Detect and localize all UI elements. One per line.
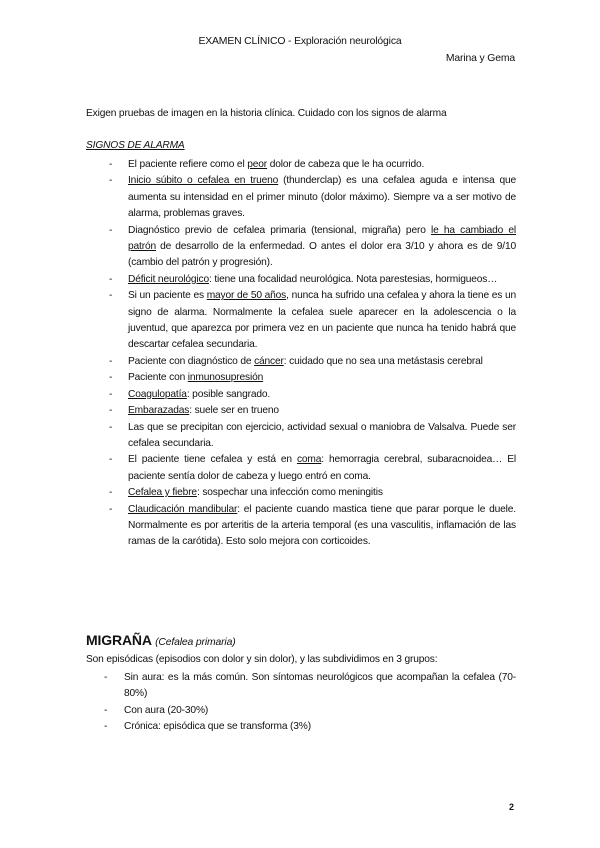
bullet-dash: -: [104, 721, 108, 733]
bullet-dash: -: [109, 290, 113, 302]
migrana-types-list: [86, 670, 516, 736]
item-text: Con aura (20-30%): [124, 704, 209, 716]
underlined-keyword: inmunosupresión: [187, 372, 264, 384]
bullet-dash: -: [109, 224, 113, 236]
underlined-keyword: Déficit neurológico: [128, 273, 209, 285]
item-text: El paciente refiere como el: [128, 159, 248, 170]
bullet-dash: -: [109, 454, 113, 466]
item-text: : sospechar una infección como meningitis: [196, 487, 383, 499]
list-item: [86, 485, 516, 501]
item-text: El paciente tiene cefalea y está en: [128, 454, 297, 466]
bullet-dash: -: [109, 487, 113, 499]
underlined-keyword: coma: [296, 454, 322, 466]
item-text: , nunca ha sufrido una cefalea y ahora la tiene es un signo de alarma. Normalmente la cefalea suele aparecer en la adolescencia o la juventud, que aparezca por primera vez en un paciente que nunca ha tenido habrá que descartar cefalea secundaria.: [128, 290, 517, 351]
underlined-keyword: Coagulopatía: [128, 388, 187, 400]
bullet-dash: -: [109, 159, 113, 170]
list-item: [86, 403, 516, 419]
intro-paragraph: Exigen pruebas de imagen en la historia clínica. Cuidado con los signos de alarma: [86, 108, 447, 119]
list-item: [86, 354, 516, 370]
item-text: : hemorragia cerebral, subaracnoidea… El paciente sentía dolor de cabeza y luego entró en coma.: [128, 454, 516, 482]
document-title: EXAMEN CLÍNICO - Exploración neurológica: [198, 36, 402, 47]
item-text: Las que se precipitan con ejercicio, actividad sexual o maniobra de Valsalva. Puede ser cefalea secundaria.: [128, 421, 516, 449]
list-item: [86, 223, 516, 272]
bullet-dash: -: [109, 355, 113, 367]
item-text: (thunderclap) es una cefalea aguda e intensa que aumenta su intensidad en el primer minuto (dolor máximo). Siempre va a ser motivo de alarma, problemas graves.: [128, 175, 516, 220]
bullet-dash: -: [109, 273, 113, 285]
bullet-dash: -: [109, 175, 113, 187]
item-text: : tiene una focalidad neurológica. Nota parestesias, hormigueos…: [208, 273, 498, 285]
underlined-keyword: Cefalea y fiebre: [128, 487, 197, 499]
item-text: : cuidado que no sea una metástasis cerebral: [283, 355, 483, 367]
migrana-subtitle: (Cefalea primaria): [155, 637, 236, 648]
underlined-keyword: Embarazadas: [128, 405, 190, 417]
item-text: : posible sangrado.: [186, 388, 271, 400]
list-item: [86, 370, 516, 386]
bullet-dash: -: [109, 421, 113, 433]
bullet-dash: -: [109, 503, 113, 515]
bullet-dash: -: [104, 672, 108, 683]
list-item: [86, 272, 516, 288]
underlined-keyword: peor: [247, 159, 268, 170]
item-text: : suele ser en trueno: [189, 405, 279, 417]
underlined-keyword: mayor de 50 años: [206, 290, 287, 302]
underlined-keyword: le ha cambiado el patrón: [128, 224, 516, 253]
list-item: [86, 703, 516, 719]
list-item: [86, 173, 516, 222]
list-item: [86, 719, 516, 735]
migrana-intro: Son episódicas (episodios con dolor y sin dolor), y las subdividimos en 3 grupos:: [86, 654, 438, 665]
migrana-title: MIGRAÑA: [86, 632, 152, 648]
item-text: Sin aura: es la más común. Son síntomas neurológicos que acompañan la cefalea (70-80%): [124, 672, 516, 700]
underlined-keyword: cáncer: [254, 355, 284, 367]
list-item: [86, 420, 516, 453]
item-text: dolor de cabeza que le ha ocurrido.: [267, 159, 425, 170]
item-text: : el paciente cuando mastica tiene que parar porque le duele. Normalmente es por arteritis de la arteria temporal (es una vasculitis, inflamación de las ramas de la carótida). Esto solo mejora con corticoides.: [128, 503, 516, 548]
underlined-keyword: Claudicación mandibular: [128, 503, 238, 515]
item-text: Paciente con diagnóstico de: [128, 355, 255, 367]
item-text: Diagnóstico previo de cefalea primaria (tensional, migraña) pero: [128, 224, 431, 236]
bullet-dash: -: [109, 405, 113, 417]
item-text: Si un paciente es: [128, 290, 207, 302]
list-item: [86, 387, 516, 403]
item-text: Crónica: episódica que se transforma (3%): [124, 721, 311, 733]
item-text: Paciente con: [128, 372, 188, 384]
item-text: de desarrollo de la enfermedad. O antes el dolor era 3/10 y ahora es de 9/10 (cambio del patrón y progresión).: [128, 241, 516, 269]
alarm-signs-list: [86, 157, 516, 551]
bullet-dash: -: [109, 372, 113, 384]
section-heading-signos: SIGNOS DE ALARMA: [86, 140, 185, 151]
list-item: [86, 452, 516, 485]
list-item: [86, 157, 516, 173]
bullet-dash: -: [104, 704, 108, 716]
authors: Marina y Gema: [445, 53, 515, 64]
page-number: 2: [509, 802, 514, 812]
section-heading-migrana: [86, 632, 236, 648]
bullet-dash: -: [109, 388, 113, 400]
list-item: [86, 288, 516, 354]
underlined-keyword: Inicio súbito o cefalea en trueno: [128, 175, 279, 187]
list-item: [86, 502, 516, 551]
list-item: [86, 670, 516, 703]
